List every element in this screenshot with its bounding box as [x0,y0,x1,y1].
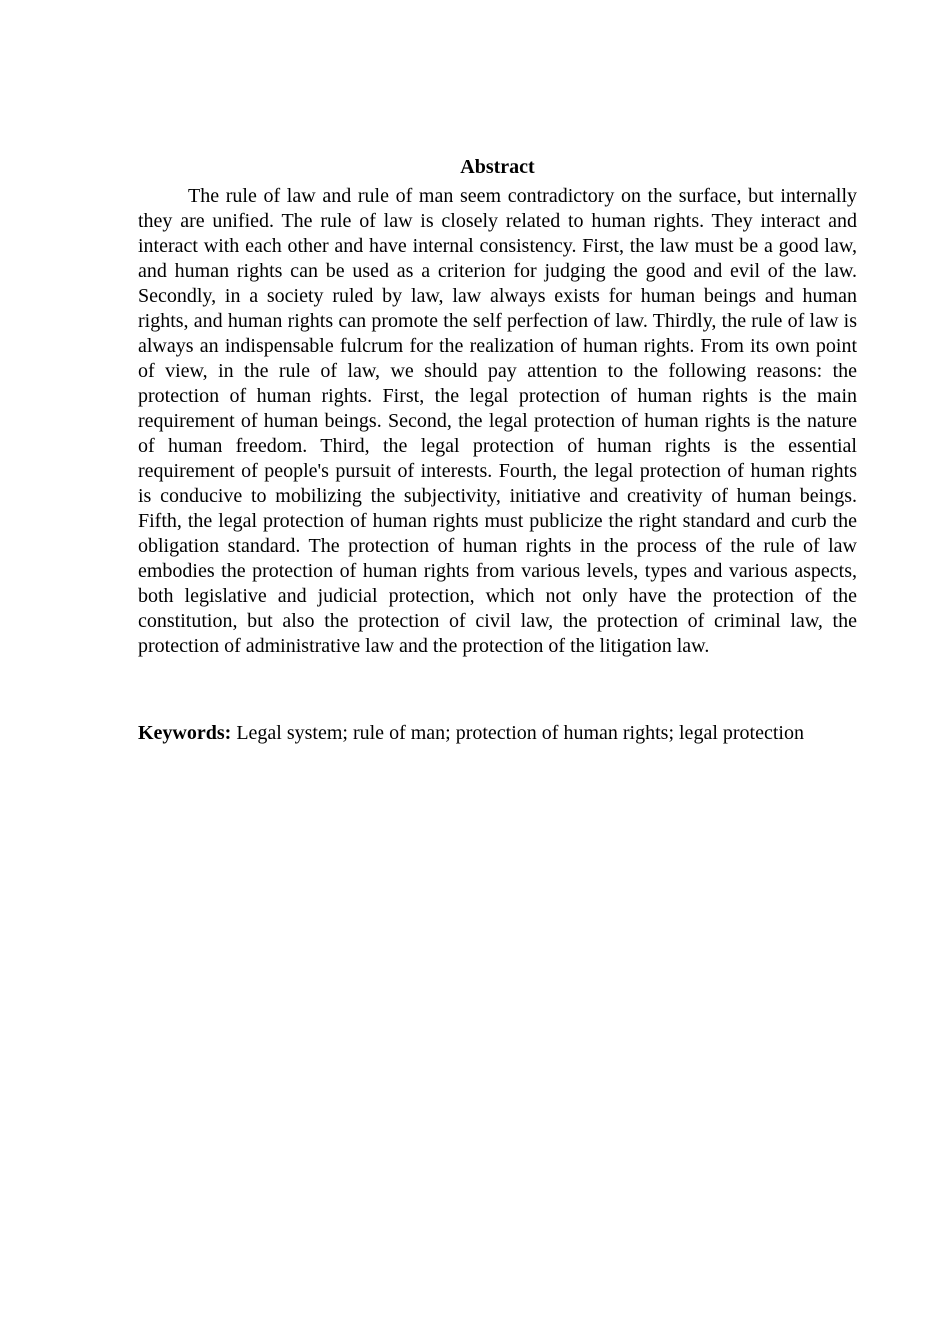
abstract-heading: Abstract [460,156,535,178]
keywords-label: Keywords: [138,722,232,744]
abstract-body: The rule of law and rule of man seem contradictory on the surface, but internally they are unified. The rule of law is closely related to human rights. They interact and interact with each other and have internal consistency. First, the law must be a good law, and human rights can be used as a criterion for judging the good and evil of the law. Secondly, in a society ruled by law, law always exists for human beings and human rights, and human rights can promote the self perfection of law. Thirdly, the rule of law is always an indispensable fulcrum for the realization of human rights. From its own point of view, in the rule of law, we should pay attention to the following reasons: the protection of human rights. First, the legal protection of human rights is the main requirement of human beings. Second, the legal protection of human rights is the nature of human freedom. Third, the legal protection of human rights is the essential requirement of people's pursuit of interests. Fourth, the legal protection of human rights is conducive to mobilizing the subjectivity, initiative and creativity of human beings. Fifth, the legal protection of human rights must publicize the right standard and curb the obligation standard. The protection of human rights in the process of the rule of law embodies the protection of human rights from various levels, types and various aspects, both legislative and judicial protection, which not only have the protection of the constitution, but also the protection of civil law, the protection of criminal law, the protection of administrative law and the protection of the litigation law. [138,185,857,657]
document-page [138,155,857,746]
keywords-section [138,721,857,746]
keywords-text: Legal system; rule of man; protection of human rights; legal protection [236,722,804,744]
